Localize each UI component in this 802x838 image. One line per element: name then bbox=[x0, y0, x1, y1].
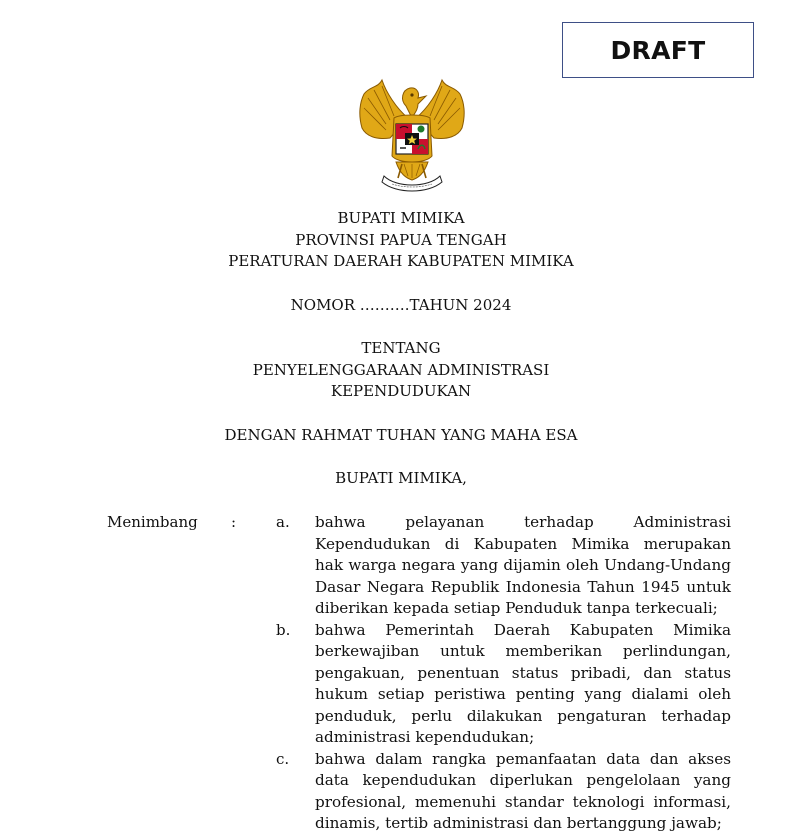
tentang-label: TENTANG bbox=[361, 339, 441, 357]
menimbang-item-b bbox=[276, 620, 732, 749]
item-line: pengakuan, penentuan status pribadi, dan status bbox=[315, 663, 731, 682]
item-line: Dasar Negara Republik Indonesia Tahun 1945 untuk bbox=[315, 577, 731, 596]
garuda-emblem-icon bbox=[356, 78, 468, 194]
item-line: Kependudukan di Kabupaten Mimika merupakan bbox=[315, 534, 731, 553]
nomor-block bbox=[0, 295, 802, 317]
item-line: hukum setiap peristiwa penting yang dialami oleh bbox=[315, 685, 731, 703]
item-letter: c. bbox=[276, 749, 290, 768]
item-line: data kependudukan diperlukan pengelolaan yang bbox=[315, 771, 731, 789]
menimbang-label: Menimbang bbox=[107, 513, 198, 531]
item-line: dinamis, tertib administrasi dan bertanggung jawab; bbox=[315, 814, 722, 832]
item-line: profesional, memenuhi standar teknologi informasi, bbox=[315, 792, 731, 811]
header-provinsi: PROVINSI PAPUA TENGAH bbox=[295, 230, 507, 249]
menimbang-item-a bbox=[276, 512, 732, 620]
tentang-title-1: PENYELENGGARAAN ADMINISTRASI bbox=[252, 360, 550, 379]
header-peraturan: PERATURAN DAERAH KABUPATEN MIMIKA bbox=[228, 252, 574, 270]
item-letter: a. bbox=[276, 513, 290, 531]
nomor-line: NOMOR ……….TAHUN 2024 bbox=[290, 296, 512, 314]
item-line: bahwa dalam rangka pemanfaatan data dan akses bbox=[315, 749, 731, 768]
draft-stamp bbox=[562, 22, 754, 78]
item-letter: b. bbox=[276, 620, 291, 639]
item-text bbox=[315, 749, 731, 835]
item-line: berkewajiban untuk memberikan perlindungan, bbox=[315, 642, 731, 660]
tentang-title-2: KEPENDUDUKAN bbox=[330, 382, 472, 400]
tentang-block bbox=[0, 338, 802, 403]
menimbang-colon: : bbox=[231, 513, 237, 531]
draft-label: DRAFT bbox=[610, 35, 706, 65]
menimbang-item-c bbox=[276, 749, 732, 835]
bupati-block bbox=[0, 468, 802, 490]
rahmat-block bbox=[0, 425, 802, 447]
item-text bbox=[315, 512, 731, 620]
item-line: bahwa pelayanan terhadap Administrasi bbox=[315, 513, 731, 531]
rahmat-line: DENGAN RAHMAT TUHAN YANG MAHA ESA bbox=[224, 426, 578, 444]
item-line: hak warga negara yang dijamin oleh Undang-Undang bbox=[315, 556, 731, 574]
bupati-line: BUPATI MIMIKA, bbox=[335, 469, 467, 487]
item-line: administrasi kependudukan; bbox=[315, 728, 535, 746]
item-line: diberikan kepada setiap Penduduk tanpa terkecuali; bbox=[315, 599, 718, 617]
item-line: penduduk, perlu dilakukan pengaturan terhadap bbox=[315, 706, 731, 725]
menimbang-items bbox=[276, 512, 732, 835]
item-text bbox=[315, 620, 731, 749]
header-bupati: BUPATI MIMIKA bbox=[337, 209, 465, 227]
item-line: bahwa Pemerintah Daerah Kabupaten Mimika bbox=[315, 620, 731, 639]
header-block bbox=[0, 208, 802, 273]
